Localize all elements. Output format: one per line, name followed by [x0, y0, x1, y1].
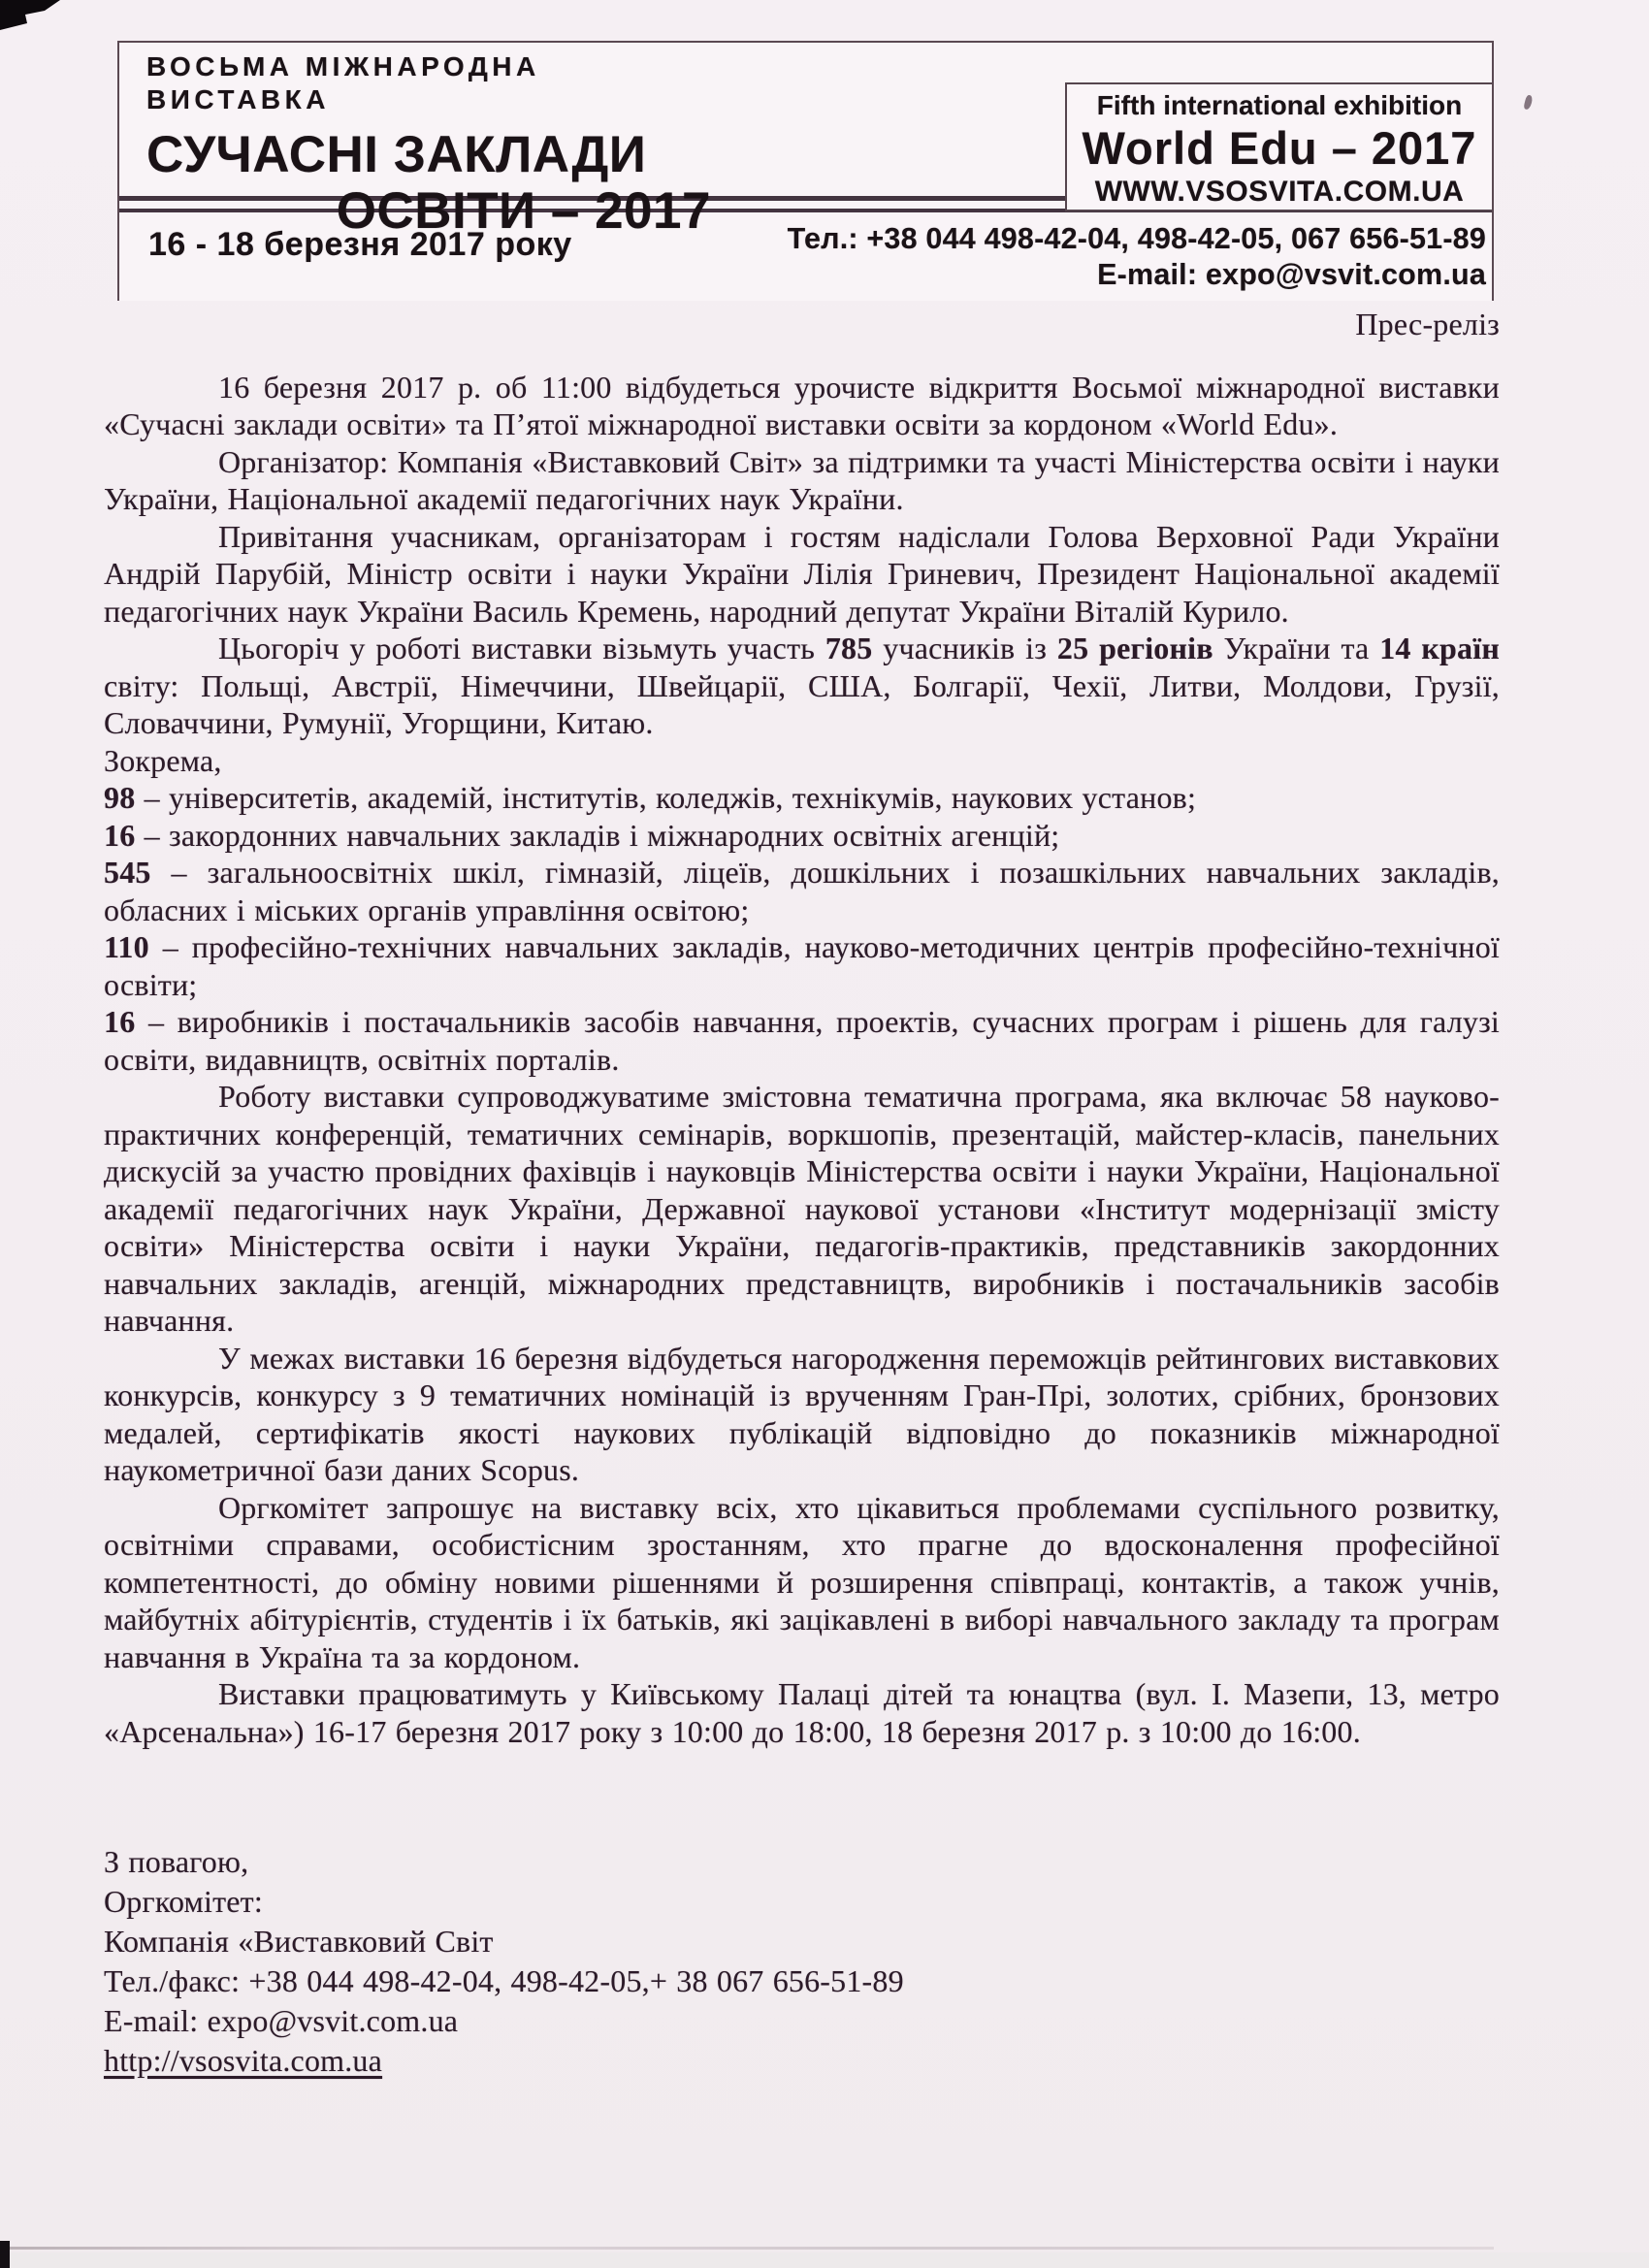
exhibition-letterhead: [117, 41, 1494, 301]
website-text: WWW.VSOSVITA.COM.UA: [1094, 176, 1465, 208]
stat-line-suppliers: 16 – виробників і постачальників засобів навчання, проектів, сучасних програм і рішень для галузі освіти, видавництв, освітніх порталів.: [104, 1004, 1500, 1077]
paragraph-participants: Цьогоріч у роботі виставки візьмуть участь 785 учасників із 25 регіонів України та 14 країн світу: Польщі, Австрії, Німеччини, Швейцарії, США, Болгарії, Чехії, Литви, Молдови, Грузії, Словаччини, Румунії, Угорщини, Китаю.: [104, 631, 1500, 740]
phone-line: Тел.: +38 044 498-42-04, 498-42-05, 067 656-51-89: [787, 222, 1486, 255]
scan-artifact-bottom-left-corner: [0, 2241, 10, 2268]
paragraph-organizer: Організатор: Компанія «Виставковий Світ» за підтримки та участі Міністерства освіти і науки України, Національної академії педагогічних наук України.: [104, 443, 1500, 516]
paragraph-opening: 16 березня 2017 р. об 11:00 відбудеться урочисте відкриття Восьмої міжнародної виставки «Сучасні заклади освіти» та П’ятої міжнародної виставки освіти за кордоном «World Edu».: [104, 369, 1500, 441]
email-line: E-mail: expo@vsvit.com.ua: [1097, 258, 1486, 291]
scan-artifact-speck: [1523, 94, 1533, 110]
press-release-body: [104, 306, 1500, 2081]
scan-artifact-top-left-corner: [0, 0, 60, 33]
paragraph-greetings: Привітання учасникам, організаторам і гостям надіслали Голова Верховної Ради України Андрій Парубій, Міністр освіти і науки України Лілія Гриневич, Президент Національної академії педагогічних наук України Василь Кремень, народний депутат України Віталій Курило.: [104, 518, 1500, 629]
company-name-line: Компанія «Виставковий Світ: [104, 1924, 494, 1959]
paragraph-venue-hours: Виставки працюватимуть у Київському Палаці дітей та юнацтва (вул. І. Мазепи, 13, метро «Арсенальна») 16-17 березня 2017 року з 10:00 до 18:00, 18 березня 2017 р. з 10:00 до 16:00.: [104, 1676, 1500, 1749]
scan-artifact-bottom-line: [10, 2247, 1494, 2250]
paragraph-program: Роботу виставки супроводжуватиме змістовна тематична програма, яка включає 58 науково-практичних конференцій, тематичних семінарів, воркшопів, презентацій, майстер-класів, панельних дискусій за участю провідних фахівців і науковців Міністерства освіти і науки України, Національної академії педагогічних наук України, Державної наукової установи «Інститут модернізації змісту освіти» Міністерства освіти і науки України, педагогів-практиків, представників закордонних навчальних закладів, агенцій, міжнародних представництв, виробників і постачальників засобів навчання.: [104, 1079, 1500, 1338]
exhibition-edition-label: ВОСЬМА МІЖНАРОДНА ВИСТАВКА: [146, 51, 540, 114]
world-edu-edition-label: Fifth international exhibition: [1096, 90, 1463, 120]
footer-email-line: E-mail: expo@vsvit.com.ua: [104, 2003, 459, 2038]
world-edu-logo-box: [1065, 82, 1492, 211]
footer-website-url: http://vsosvita.com.ua: [104, 2043, 383, 2078]
orgcommittee-label: Оргкомітет:: [104, 1884, 263, 1919]
signature-block: [104, 1842, 1500, 2081]
exhibition-title-line1: СУЧАСНІ ЗАКЛАДИ: [146, 126, 647, 183]
stat-line-universities: 98 – університетів, академій, інститутів, коледжів, технікумів, наукових установ;: [104, 780, 1197, 815]
contact-block: [788, 221, 1486, 293]
world-edu-title: World Edu – 2017: [1082, 122, 1477, 174]
exhibition-title-line2: ОСВІТИ – 2017: [336, 182, 711, 240]
stat-line-schools: 545 – загальноосвітніх шкіл, гімназій, ліцеїв, дошкільних і позашкільних навчальних закладів, обласних і міських органів управління освітою;: [104, 855, 1500, 927]
stat-line-foreign-institutions: 16 – закордонних навчальних закладів і міжнародних освітніх агенцій;: [104, 817, 1060, 853]
ukrainian-exhibition-logo: [146, 50, 719, 240]
stat-line-vocational: 110 – професійно-технічних навчальних закладів, науково-методичних центрів професійно-технічної освіти;: [104, 929, 1500, 1002]
fax-phone-line: Тел./факс: +38 044 498-42-04, 498-42-05,+ 38 067 656-51-89: [104, 1963, 904, 1998]
scan-artifact-bottom-strip: [0, 2252, 1649, 2268]
paragraph-invitation: Оргкомітет запрошує на виставку всіх, хто цікавиться проблемами суспільного розвитку, освітніми справами, особистісним зростанням, хто прагне до вдосконалення професійної компетентності, до обміну новими рішеннями й розширення співпраці, контактів, а також учнів, майбутніх абітурієнтів, студентів і їх батьків, які зацікавлені в виборі навчального закладу та програм навчання в Україна та за кордоном.: [104, 1489, 1500, 1674]
list-intro: Зокрема,: [104, 742, 222, 778]
paragraph-awards: У межах виставки 16 березня відбудеться нагородження переможців рейтингових виставкових конкурсів, конкурсу з 9 тематичних номінацій із врученням Гран-Прі, золотих, срібних, бронзових медалей, сертифікатів якості наукових публікацій відповідно до показників міжнародної наукометричної бази даних Scopus.: [104, 1340, 1500, 1487]
press-release-label: Прес-реліз: [1355, 307, 1500, 341]
closing-salutation: З повагою,: [104, 1844, 249, 1879]
letterhead-contact-row: [119, 212, 1492, 293]
exhibition-dates: 16 - 18 березня 2017 року: [148, 226, 572, 263]
